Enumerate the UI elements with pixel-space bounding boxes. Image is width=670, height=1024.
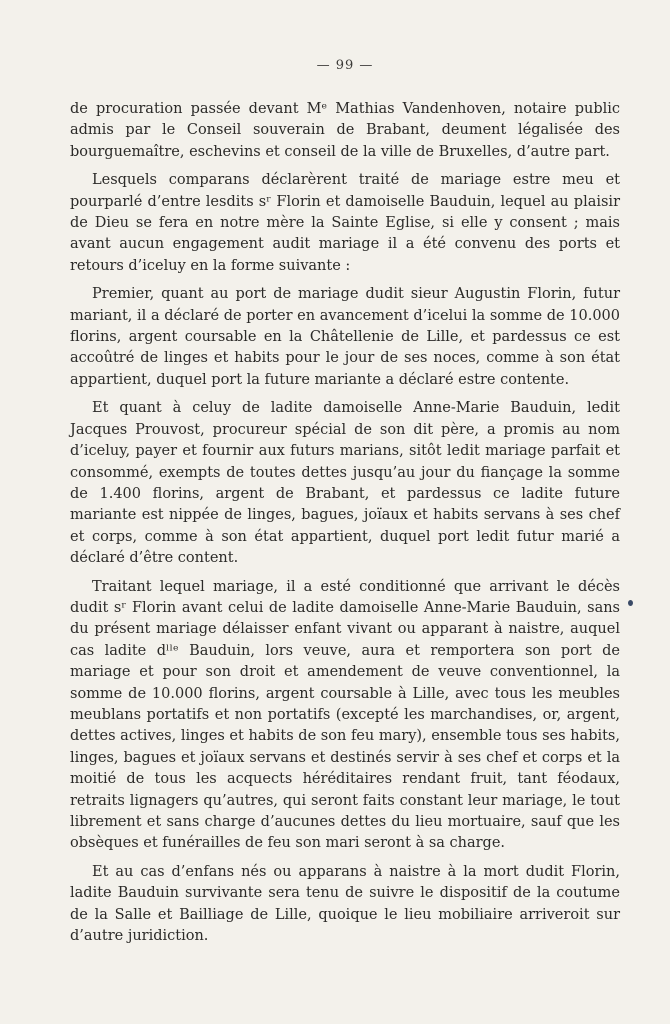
paragraph-deces-florin: Traitant lequel mariage, il a esté conditionné que arrivant le décès dudit sʳ Florin avant celui de ladite damoiselle Anne-Marie Bauduin, sans du présent mariage délaisser enfant vivant ou apparant à naistre, auquel cas ladite dˡˡᵉ Bauduin, lors veuve, aura et remportera son port de mariage et pour son droit et amendement de veuve conventionnel, la somme de 10.000 florins, argent coursable à Lille, avec tous les meubles meublans portatifs et non portatifs (excepté les marchandises, or, argent, dettes actives, linges et habits de son feu mary), ensemble tous ses habits, linges, bagues et joïaux servans et destinés servir à ses chef et corps et la moitié de tous les acquects héréditaires rendant fruit, tant féodaux, retraits lignagers qu’autres, qui seront faits constant leur mariage, le tout librement et sans charge d’aucunes dettes du lieu mortuaire, sauf que les obsèques et funérailles de feu son mari seront à sa charge. (70, 578, 620, 852)
paragraph-procuration: de procuration passée devant Mᵉ Mathias Vandenhoven, notaire public admis par le Conseil souverain de Brabant, deument légalisée des bourguemaître, eschevins et conseil de la ville de Bruxelles, d’autre part. (70, 101, 620, 160)
paragraph-enfans: Et au cas d’enfans nés ou apparans à naistre à la mort dudit Florin, ladite Bauduin survivante sera tenu de suivre le dispositif de la coutume de la Salle et Bailliage de Lille, quoique le lieu mobiliaire arriveroit sur d’autre juridiction. (70, 863, 620, 945)
paragraph-port-florin: Premier, quant au port de mariage dudit sieur Augustin Florin, futur mariant, il a déclaré de porter en avancement d’icelui la somme de 10.000 florins, argent coursable en la Châtellenie de Lille, et pardessus ce est accoûtré de linges et habits pour le jour de ses noces, comme à son état appartient, duquel port la future mariante a déclaré estre contente. (70, 286, 620, 388)
paragraph-comparans: Lesquels comparans déclarèrent traité de mariage estre meu et pourparlé d’entre lesdits sʳ Florin et damoiselle Bauduin, lequel au plaisir de Dieu se fera en notre mère la Sainte Eglise, si elle y consent ; mais avant aucun engagement audit mariage il a été convenu des ports et retours d’iceluy en la forme suivante : (70, 172, 620, 274)
ink-speck (628, 600, 633, 606)
paragraph-port-bauduin: Et quant à celuy de ladite damoiselle Anne-Marie Bauduin, ledit Jacques Prouvost, procureur spécial de son dit père, a promis au nom d’iceluy, payer et fournir aux futurs marians, sitôt ledit mariage parfait et consommé, exempts de toutes dettes jusqu’au jour du fiançage la somme de 1.400 florins, argent de Brabant, et pardessus ce ladite future mariante est nippée de linges, bagues, joïaux et habits servans à ses chef et corps, comme à son état appartient, duquel port ledit futur marié a déclaré d’être content. (70, 400, 620, 567)
body-text (70, 99, 620, 947)
page-number: — 99 — (316, 58, 374, 73)
